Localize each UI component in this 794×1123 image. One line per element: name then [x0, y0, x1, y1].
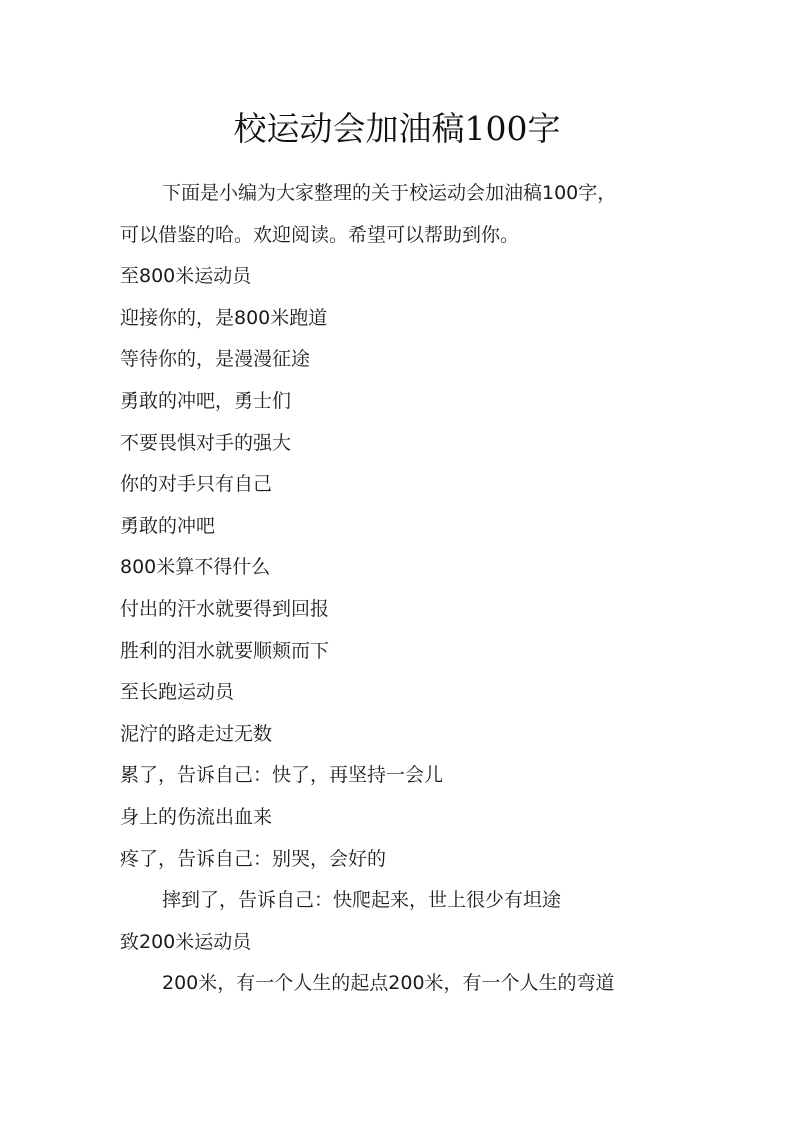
- paragraph-line: 可以借鉴的哈。欢迎阅读。希望可以帮助到你。: [120, 223, 520, 246]
- paragraph-line: 泥泞的路走过无数: [120, 722, 273, 745]
- paragraph-line: 勇敢的冲吧，勇士们: [120, 389, 292, 412]
- document-body: [120, 173, 680, 1005]
- paragraph-line: 疼了，告诉自己：别哭，会好的: [120, 847, 387, 870]
- paragraph-line: 等待你的，是漫漫征途: [120, 348, 311, 371]
- paragraph-line: 至800米运动员: [120, 265, 252, 288]
- document-title: 校运动会加油稿100字: [233, 109, 561, 148]
- paragraph-line: 累了，告诉自己：快了，再坚持一会儿: [120, 764, 444, 787]
- paragraph-line: 付出的汗水就要得到回报: [120, 597, 330, 620]
- paragraph-line: 200米，有一个人生的起点200米，有一个人生的弯道: [162, 972, 615, 995]
- paragraph-line: 胜利的泪水就要顺颊而下: [120, 639, 330, 662]
- paragraph-line: 迎接你的，是800米跑道: [120, 306, 328, 329]
- paragraph-line: 摔到了，告诉自己：快爬起来，世上很少有坦途: [162, 889, 562, 912]
- paragraph-line: 800米算不得什么: [120, 556, 271, 579]
- paragraph-line: 至长跑运动员: [120, 681, 235, 704]
- paragraph-line: 致200米运动员: [120, 930, 252, 953]
- paragraph-line: 勇敢的冲吧: [120, 514, 216, 537]
- paragraph-line: 下面是小编为大家整理的关于校运动会加油稿100字，: [162, 182, 617, 204]
- paragraph-line: 身上的伤流出血来: [120, 805, 273, 828]
- paragraph-line: 不要畏惧对手的强大: [120, 431, 292, 454]
- paragraph-line: 你的对手只有自己: [120, 473, 273, 496]
